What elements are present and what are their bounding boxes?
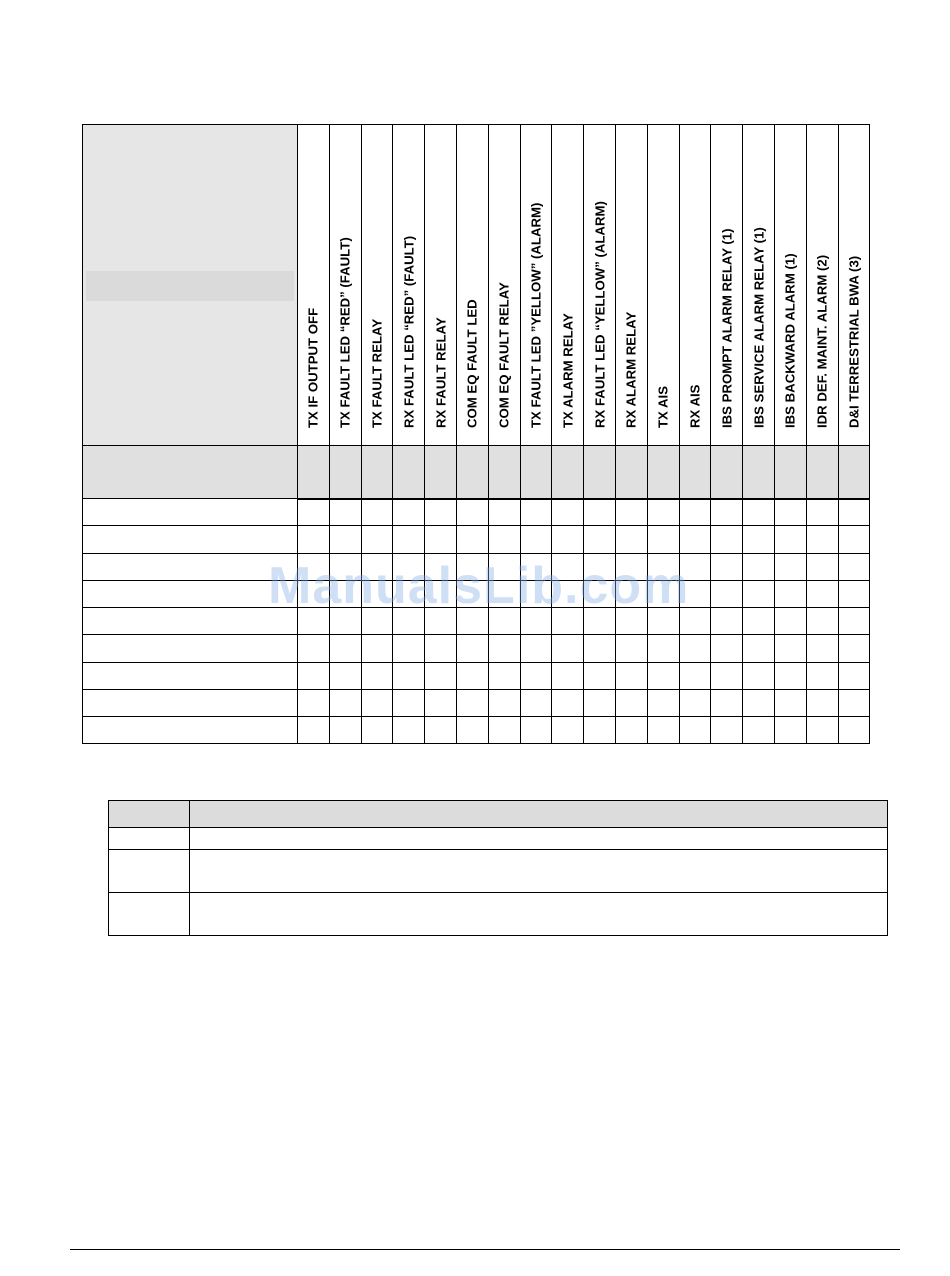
column-header-cell	[679, 124, 712, 446]
column-header-label: TX ALARM RELAY	[560, 313, 576, 428]
matrix-cell	[647, 580, 680, 608]
matrix-cell	[488, 553, 521, 581]
matrix-cell	[361, 580, 394, 608]
matrix-cell	[679, 525, 712, 553]
matrix-cell	[551, 689, 584, 717]
matrix-cell	[329, 580, 362, 608]
matrix-cell	[551, 525, 584, 553]
matrix-cell	[488, 525, 521, 553]
column-subheader-cell	[774, 445, 807, 500]
column-header-label: TX FAULT LED “RED” (FAULT)	[337, 237, 353, 428]
matrix-cell	[742, 525, 775, 553]
matrix-cell	[392, 525, 425, 553]
matrix-cell	[838, 525, 871, 553]
matrix-cell	[329, 498, 362, 526]
matrix-cell	[424, 634, 457, 662]
matrix-cell	[551, 607, 584, 635]
column-subheader-cell	[806, 445, 839, 500]
column-header-label: RX AIS	[687, 384, 703, 428]
row-label-cell	[82, 634, 298, 662]
matrix-cell	[774, 716, 807, 744]
legend-description-cell	[190, 893, 888, 936]
matrix-cell	[615, 716, 648, 744]
column-header-label: TX FAULT LED ”YELLOW” (ALARM)	[528, 202, 544, 428]
matrix-cell	[361, 634, 394, 662]
matrix-cell	[488, 580, 521, 608]
column-header-label: TX AIS	[655, 385, 671, 428]
matrix-cell	[647, 498, 680, 526]
matrix-cell	[583, 580, 616, 608]
row-label-cell	[82, 580, 298, 608]
matrix-cell	[647, 689, 680, 717]
matrix-cell	[615, 607, 648, 635]
column-header-cell	[647, 124, 680, 446]
matrix-cell	[838, 689, 871, 717]
matrix-cell	[329, 553, 362, 581]
matrix-cell	[838, 607, 871, 635]
column-subheader-cell	[297, 445, 330, 500]
matrix-cell	[424, 498, 457, 526]
matrix-cell	[838, 662, 871, 690]
matrix-cell	[329, 716, 362, 744]
matrix-cell	[551, 580, 584, 608]
column-header-label: TX IF OUTPUT OFF	[305, 307, 321, 428]
matrix-cell	[583, 634, 616, 662]
matrix-cell	[456, 607, 489, 635]
matrix-cell	[361, 553, 394, 581]
matrix-cell	[679, 553, 712, 581]
matrix-cell	[679, 689, 712, 717]
matrix-cell	[297, 553, 330, 581]
matrix-cell	[806, 580, 839, 608]
matrix-cell	[679, 662, 712, 690]
matrix-cell	[615, 689, 648, 717]
matrix-cell	[551, 716, 584, 744]
matrix-cell	[583, 525, 616, 553]
matrix-cell	[838, 498, 871, 526]
row-label-cell	[82, 716, 298, 744]
matrix-cell	[806, 607, 839, 635]
matrix-cell	[583, 553, 616, 581]
column-header-cell	[551, 124, 584, 446]
matrix-cell	[710, 498, 743, 526]
matrix-cell	[679, 580, 712, 608]
legend-header-cell	[190, 801, 888, 828]
matrix-cell	[297, 498, 330, 526]
matrix-cell	[742, 553, 775, 581]
matrix-cell	[297, 580, 330, 608]
matrix-cell	[551, 553, 584, 581]
matrix-cell	[520, 580, 553, 608]
column-subheader-cell	[456, 445, 489, 500]
matrix-cell	[710, 607, 743, 635]
column-header-cell	[806, 124, 839, 446]
legend-row	[109, 893, 888, 936]
column-header-label: IBS PROMPT ALARM RELAY (1)	[719, 228, 735, 428]
matrix-cell	[329, 607, 362, 635]
column-header-label: IDR DEF. MAINT. ALARM (2)	[814, 254, 830, 428]
column-subheader-cell	[679, 445, 712, 500]
matrix-cell	[742, 580, 775, 608]
matrix-cell	[742, 662, 775, 690]
column-header-label: RX FAULT LED “YELLOW” (ALARM)	[591, 200, 607, 428]
matrix-cell	[520, 498, 553, 526]
row-label-cell	[82, 607, 298, 635]
matrix-cell	[647, 553, 680, 581]
matrix-cell	[710, 634, 743, 662]
row-label-cell	[82, 662, 298, 690]
matrix-cell	[774, 662, 807, 690]
matrix-cell	[710, 716, 743, 744]
matrix-cell	[774, 525, 807, 553]
matrix-cell	[520, 662, 553, 690]
matrix-cell	[647, 525, 680, 553]
matrix-cell	[361, 525, 394, 553]
legend-table	[108, 800, 888, 936]
column-header-label: IBS BACKWARD ALARM (1)	[782, 253, 798, 428]
column-subheader-cell	[392, 445, 425, 500]
matrix-cell	[488, 634, 521, 662]
matrix-cell	[647, 716, 680, 744]
matrix-cell	[456, 689, 489, 717]
column-header-cell	[615, 124, 648, 446]
matrix-cell	[806, 525, 839, 553]
matrix-cell	[392, 662, 425, 690]
column-header-label: RX FAULT RELAY	[432, 317, 448, 428]
column-subheader-cell	[424, 445, 457, 500]
matrix-cell	[392, 689, 425, 717]
matrix-cell	[615, 498, 648, 526]
matrix-cell	[424, 580, 457, 608]
matrix-cell	[806, 553, 839, 581]
column-subheader-cell	[838, 445, 871, 500]
matrix-cell	[456, 662, 489, 690]
legend-key-cell	[109, 828, 190, 850]
row-label-cell	[82, 689, 298, 717]
column-header-cell	[742, 124, 775, 446]
matrix-cell	[392, 607, 425, 635]
matrix-cell	[488, 607, 521, 635]
matrix-cell	[806, 689, 839, 717]
matrix-cell	[583, 498, 616, 526]
matrix-cell	[583, 607, 616, 635]
column-header-label: RX ALARM RELAY	[623, 311, 639, 428]
column-subheader-cell	[615, 445, 648, 500]
column-header-cell	[456, 124, 489, 446]
matrix-cell	[710, 525, 743, 553]
column-header-cell	[424, 124, 457, 446]
legend-row	[109, 850, 888, 893]
matrix-cell	[329, 662, 362, 690]
matrix-cell	[329, 689, 362, 717]
matrix-cell	[774, 498, 807, 526]
matrix-cell	[774, 634, 807, 662]
matrix-cell	[520, 525, 553, 553]
column-header-cell	[520, 124, 553, 446]
matrix-cell	[742, 716, 775, 744]
matrix-cell	[679, 634, 712, 662]
matrix-cell	[361, 662, 394, 690]
matrix-cell	[297, 525, 330, 553]
matrix-cell	[615, 662, 648, 690]
matrix-cell	[424, 716, 457, 744]
column-header-cell	[838, 124, 871, 446]
matrix-cell	[615, 553, 648, 581]
column-subheader-cell	[520, 445, 553, 500]
matrix-cell	[424, 607, 457, 635]
column-subheader-cell	[361, 445, 394, 500]
matrix-cell	[838, 553, 871, 581]
matrix-cell	[329, 634, 362, 662]
matrix-cell	[710, 553, 743, 581]
matrix-cell	[806, 634, 839, 662]
column-header-cell	[392, 124, 425, 446]
column-header-label: IBS SERVICE ALARM RELAY (1)	[750, 227, 766, 428]
corner-header-band	[86, 271, 294, 301]
matrix-cell	[742, 607, 775, 635]
matrix-cell	[551, 634, 584, 662]
matrix-cell	[392, 716, 425, 744]
matrix-cell	[297, 662, 330, 690]
matrix-cell	[361, 498, 394, 526]
matrix-cell	[392, 553, 425, 581]
matrix-cell	[424, 689, 457, 717]
matrix-cell	[392, 634, 425, 662]
matrix-cell	[710, 662, 743, 690]
matrix-cell	[361, 607, 394, 635]
column-header-cell	[583, 124, 616, 446]
matrix-cell	[710, 689, 743, 717]
column-header-label: COM EQ FAULT LED	[464, 299, 480, 428]
matrix-cell	[488, 716, 521, 744]
matrix-cell	[806, 662, 839, 690]
matrix-cell	[456, 634, 489, 662]
matrix-cell	[488, 498, 521, 526]
row-label-cell	[82, 525, 298, 553]
column-header-label: COM EQ FAULT RELAY	[496, 281, 512, 428]
column-subheader-cell	[647, 445, 680, 500]
column-header-cell	[774, 124, 807, 446]
matrix-cell	[742, 634, 775, 662]
column-subheader-cell	[551, 445, 584, 500]
matrix-cell	[774, 580, 807, 608]
matrix-cell	[583, 716, 616, 744]
matrix-cell	[488, 689, 521, 717]
matrix-cell	[615, 580, 648, 608]
column-header-cell	[297, 124, 330, 446]
matrix-cell	[520, 607, 553, 635]
matrix-cell	[551, 662, 584, 690]
column-subheader-cell	[329, 445, 362, 500]
matrix-cell	[679, 607, 712, 635]
column-subheader-cell	[488, 445, 521, 500]
matrix-cell	[583, 689, 616, 717]
matrix-cell	[392, 498, 425, 526]
matrix-cell	[806, 498, 839, 526]
matrix-cell	[456, 580, 489, 608]
matrix-cell	[392, 580, 425, 608]
matrix-cell	[838, 634, 871, 662]
alarm-matrix-table	[82, 124, 868, 744]
matrix-cell	[424, 553, 457, 581]
row-label-cell	[82, 498, 298, 526]
matrix-cell	[424, 662, 457, 690]
matrix-cell	[520, 716, 553, 744]
matrix-cell	[520, 553, 553, 581]
legend-key-cell	[109, 850, 190, 893]
matrix-cell	[488, 662, 521, 690]
corner-header-cell	[82, 124, 298, 446]
matrix-cell	[297, 716, 330, 744]
column-header-label: RX FAULT LED “RED” (FAULT)	[401, 235, 417, 428]
column-subheader-cell	[710, 445, 743, 500]
row-label-cell	[82, 553, 298, 581]
column-header-label: D&I TERRESTRIAL BWA (3)	[846, 255, 862, 428]
matrix-cell	[520, 689, 553, 717]
matrix-cell	[774, 607, 807, 635]
matrix-cell	[583, 662, 616, 690]
legend-header-row	[109, 801, 888, 828]
matrix-cell	[456, 716, 489, 744]
matrix-cell	[806, 716, 839, 744]
matrix-cell	[774, 553, 807, 581]
column-header-cell	[488, 124, 521, 446]
matrix-cell	[329, 525, 362, 553]
matrix-cell	[838, 580, 871, 608]
matrix-cell	[742, 498, 775, 526]
legend-description-cell	[190, 850, 888, 893]
matrix-cell	[456, 498, 489, 526]
matrix-cell	[551, 498, 584, 526]
matrix-cell	[615, 525, 648, 553]
matrix-cell	[647, 662, 680, 690]
legend-row	[109, 828, 888, 850]
column-header-cell	[710, 124, 743, 446]
column-header-cell	[329, 124, 362, 446]
matrix-cell	[456, 553, 489, 581]
matrix-cell	[679, 716, 712, 744]
column-subheader-cell	[742, 445, 775, 500]
matrix-cell	[838, 716, 871, 744]
watermark: ManualsLib.com	[268, 557, 690, 615]
matrix-cell	[710, 580, 743, 608]
matrix-cell	[424, 525, 457, 553]
corner-subheader-cell	[82, 445, 298, 499]
matrix-cell	[615, 634, 648, 662]
matrix-cell	[679, 498, 712, 526]
matrix-cell	[456, 525, 489, 553]
matrix-cell	[647, 607, 680, 635]
legend-description-cell	[190, 828, 888, 850]
legend-key-cell	[109, 893, 190, 936]
matrix-cell	[297, 634, 330, 662]
matrix-cell	[297, 607, 330, 635]
matrix-cell	[774, 689, 807, 717]
matrix-cell	[361, 689, 394, 717]
matrix-cell	[361, 716, 394, 744]
matrix-cell	[297, 689, 330, 717]
matrix-cell	[742, 689, 775, 717]
footer-rule	[70, 1249, 900, 1250]
column-header-label: TX FAULT RELAY	[369, 318, 385, 428]
column-header-cell	[361, 124, 394, 446]
legend-header-cell	[109, 801, 190, 828]
matrix-cell	[520, 634, 553, 662]
column-subheader-cell	[583, 445, 616, 500]
matrix-cell	[647, 634, 680, 662]
